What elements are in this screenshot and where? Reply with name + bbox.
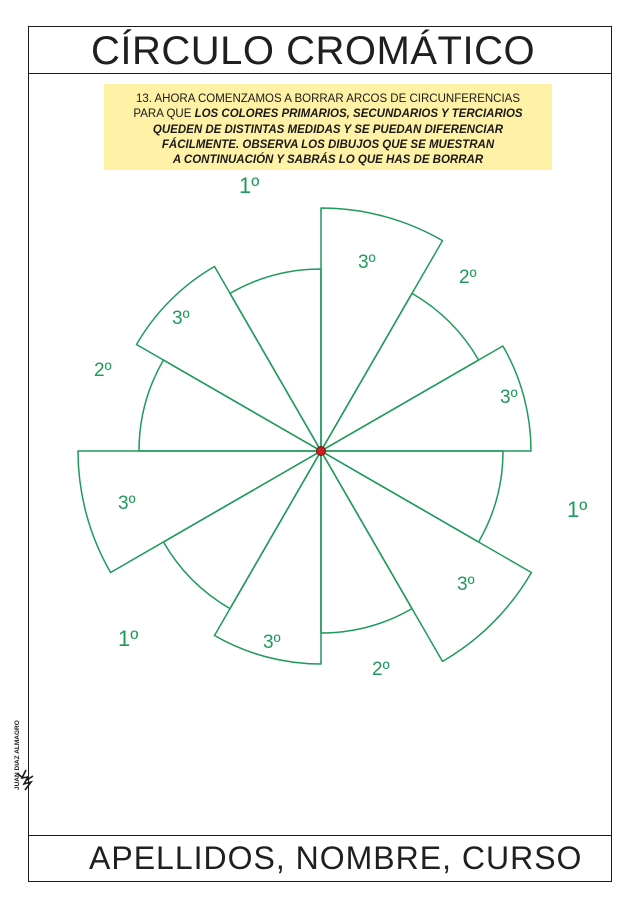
instruction-line-4: FÁCILMENTE. OBSERVA LOS DIBUJOS QUE SE MUESTRAN: [161, 138, 495, 151]
instruction-line-1: 13. AHORA COMENZAMOS A BORRAR ARCOS DE CIRCUNFERENCIAS: [135, 93, 521, 105]
name-field-label: APELLIDOS, NOMBRE, CURSO: [89, 840, 583, 876]
instruction-line-3: QUEDEN DE DISTINTAS MEDIDAS Y SE PUEDAN DIFERENCIAR: [152, 123, 504, 136]
sector-secondary-left: [137, 267, 322, 452]
instruction-line-2-emphasis: LOS COLORES PRIMARIOS, SECUNDARIOS Y TERCIARIOS: [194, 108, 523, 121]
label-tertiary-bottom-left: 3º: [263, 632, 281, 653]
label-tertiary-left: 3º: [118, 493, 136, 514]
label-tertiary-top-left: 3º: [172, 308, 190, 329]
label-secondary-bottom: 2º: [372, 659, 390, 680]
label-tertiary-right: 3º: [500, 387, 518, 408]
label-primary-right: 1º: [567, 497, 588, 522]
sector-tertiary-right: [321, 451, 503, 542]
label-primary-top: 1º: [239, 173, 260, 198]
label-tertiary-bottom-right: 3º: [457, 574, 475, 595]
author-signature-mark: [4, 768, 40, 850]
sector-tertiary-top-left: [230, 269, 321, 451]
sector-tertiary-bottom-left: [163, 451, 321, 609]
instruction-line-2-prefix: PARA QUE: [133, 108, 195, 121]
center-point: [317, 447, 326, 456]
label-secondary-left: 2º: [94, 360, 112, 381]
label-tertiary-top-right: 3º: [358, 252, 376, 273]
sector-tertiary-top-right: [321, 293, 479, 451]
instruction-line-5: A CONTINUACIÓN Y SABRÁS LO QUE HAS DE BORRAR: [172, 154, 484, 167]
sector-tertiary-bottom-right: [321, 451, 412, 633]
label-primary-bottom-left: 1º: [118, 626, 139, 651]
author-signature-text: JUAN DIAZ ALMAGRO: [14, 720, 21, 790]
sector-primary-bottom-left: [78, 451, 321, 573]
sector-tertiary-left: [139, 360, 321, 451]
sector-primary-top: [321, 208, 443, 451]
label-secondary-top-right: 2º: [459, 267, 477, 288]
page-title: CÍRCULO CROMÁTICO: [91, 29, 536, 73]
